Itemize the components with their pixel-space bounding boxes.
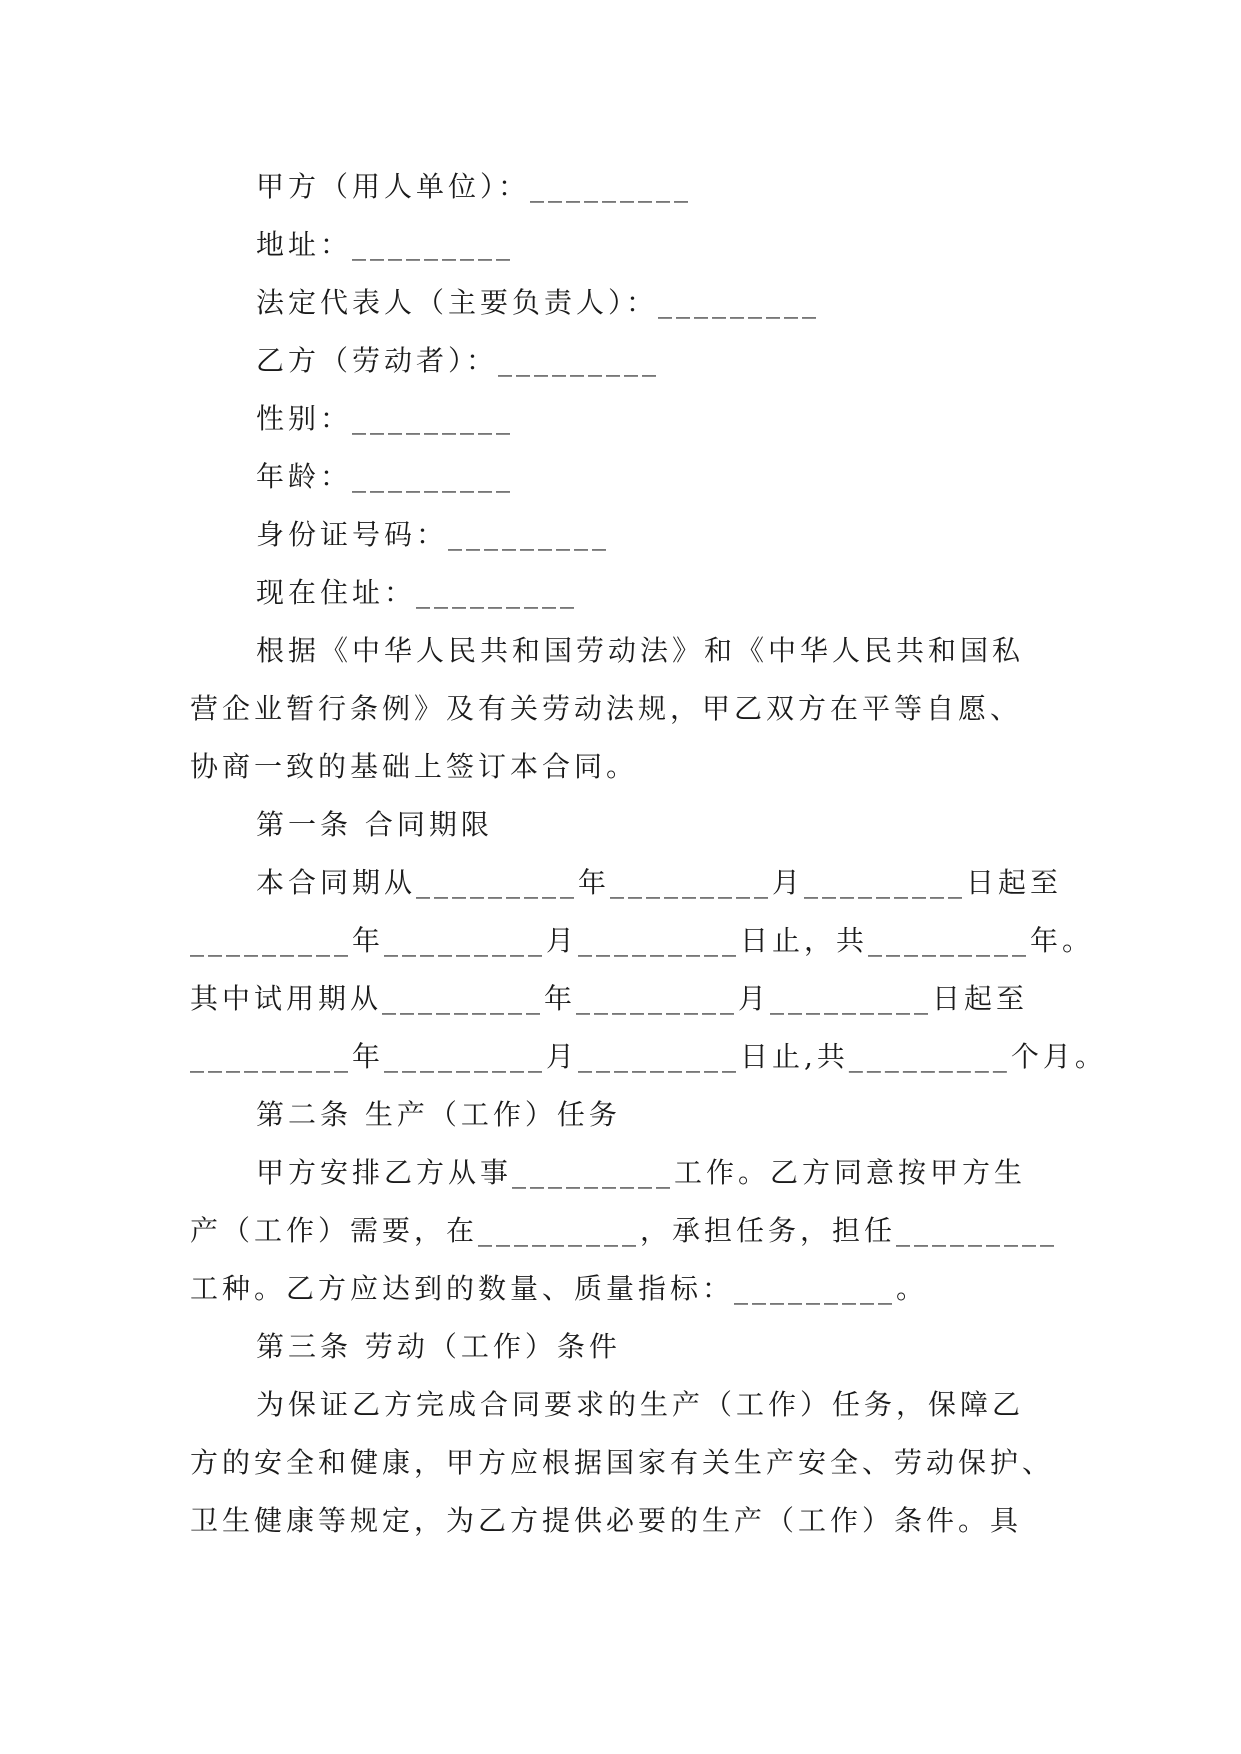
article-3-title: 第三条 劳动（工作）条件 <box>256 1330 621 1363</box>
preamble-line: 协商一致的基础上签订本合同。 <box>190 750 639 783</box>
article-2-line: 甲方安排乙方从事_________工作。乙方同意按甲方生 <box>256 1156 1027 1189</box>
article-3-line: 卫生健康等规定，为乙方提供必要的生产（工作）条件。具 <box>190 1504 1023 1537</box>
gender-line: 性别：_________ <box>256 402 515 435</box>
article-3-line: 为保证乙方完成合同要求的生产（工作）任务，保障乙 <box>256 1388 1025 1421</box>
contract-body <box>190 158 1107 1550</box>
age-line: 年龄：_________ <box>256 460 515 493</box>
article-1-line: _________年_________月_________日止，共_________年。 <box>190 924 1095 957</box>
article-2-line: 工种。乙方应达到的数量、质量指标：_________。 <box>190 1272 929 1305</box>
legal-rep-line: 法定代表人（主要负责人）：_________ <box>256 286 821 319</box>
current-address-line: 现在住址：_________ <box>256 576 579 609</box>
article-1-line: 其中试用期从_________年_________月_________日起至 <box>190 982 1029 1015</box>
article-1-title: 第一条 合同期限 <box>256 808 493 841</box>
preamble-line: 根据《中华人民共和国劳动法》和《中华人民共和国私 <box>256 634 1025 667</box>
article-3-line: 方的安全和健康，甲方应根据国家有关生产安全、劳动保护、 <box>190 1446 1055 1479</box>
id-number-line: 身份证号码：_________ <box>256 518 611 551</box>
address-line: 地址：_________ <box>256 228 515 261</box>
party-b-line: 乙方（劳动者）：_________ <box>256 344 661 377</box>
article-2-line: 产（工作）需要，在_________，承担任务，担任_________ <box>190 1214 1059 1247</box>
article-1-line: _________年_________月_________日止,共_________个月。 <box>190 1040 1107 1073</box>
party-a-line: 甲方（用人单位）：_________ <box>256 170 693 203</box>
article-1-line: 本合同期从_________年_________月_________日起至 <box>256 866 1063 899</box>
article-2-title: 第二条 生产（工作）任务 <box>256 1098 621 1131</box>
preamble-line: 营企业暂行条例》及有关劳动法规，甲乙双方在平等自愿、 <box>190 692 1023 725</box>
